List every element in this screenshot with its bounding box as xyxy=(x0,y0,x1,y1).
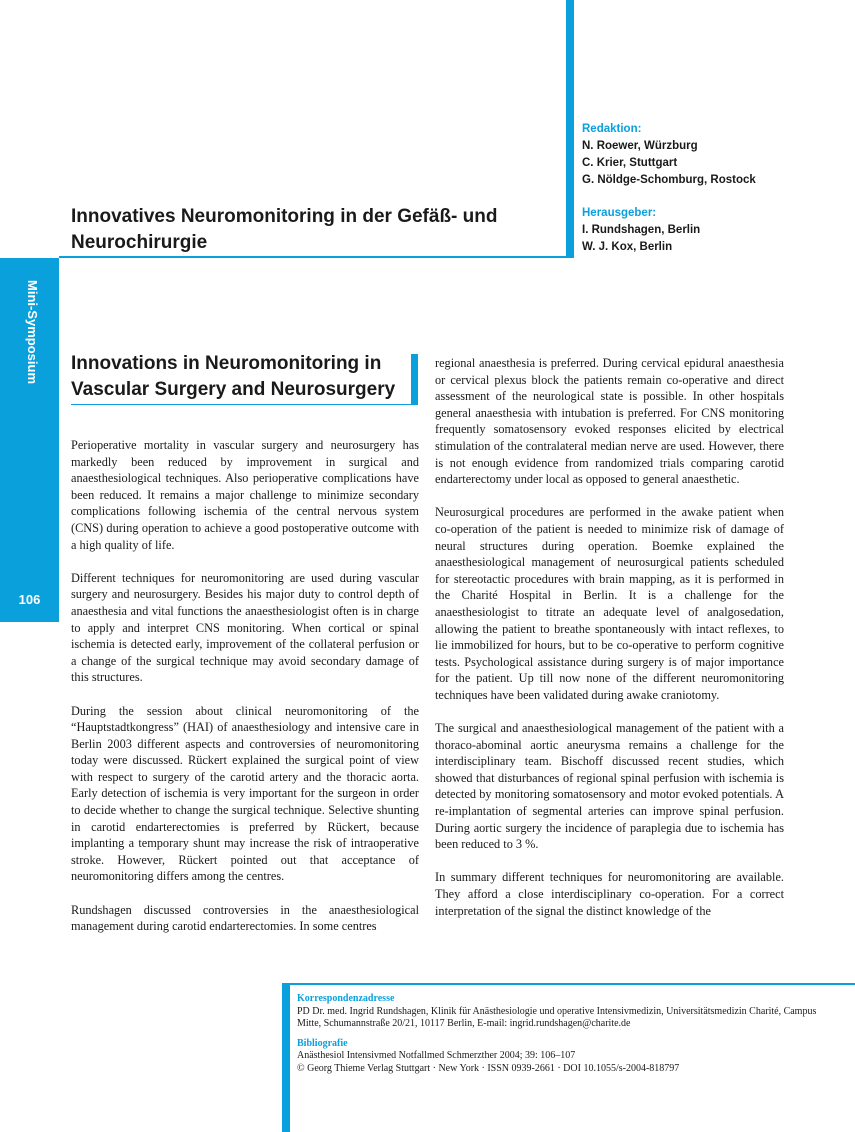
paragraph: During the session about clinical neuromonitoring of the “Hauptstadtkongress” (HAI) of anaesthesiology and intensive care in Berlin 2003 different aspects and controversies of neuromonitoring today were discussed. Rückert explained the surgical point of view with respect to surgery of the carotid artery and the thoracic aorta. Early detection of ischemia is very important for the surgeon in order to decide whether to change the surgical technique. Selective shunting in carotid endarterectomies is preferred by Rückert, because implanting a temporary shunt may increase the risk of intraoperative stroke. However, Rückert pointed out that acceptance of neuromonitoring differs among the centres. xyxy=(71,703,419,884)
bibliography-label: Bibliografie xyxy=(297,1037,348,1049)
editorial-label: Redaktion: xyxy=(582,123,642,135)
bibliography-line: © Georg Thieme Verlag Stuttgart · New York · ISSN 0939-2661 · DOI 10.1055/s-2004-818797 xyxy=(297,1062,680,1074)
editor-name: G. Nöldge-Schomburg, Rostock xyxy=(582,174,756,186)
header-accent-bar xyxy=(566,0,574,258)
editor-name: C. Krier, Stuttgart xyxy=(582,157,678,169)
footer-rule xyxy=(282,983,855,985)
editorial-box xyxy=(582,121,842,256)
correspondence-box xyxy=(297,993,837,1076)
page-number: 106 xyxy=(18,592,41,607)
paragraph: In summary different techniques for neuromonitoring are available. They afford a close interdisciplinary co-operation. For a correct interpretation of the signal the distinct knowledge of the xyxy=(435,870,784,918)
footer-accent-bar xyxy=(282,984,290,1132)
right-column xyxy=(435,355,784,936)
correspondence-text: PD Dr. med. Ingrid Rundshagen, Klinik für Anästhesiologie und operative Intensivmedizin, Universitätsmedizin Charité, Campus Mitte, Schumannstraße 20/21, 10117 Berlin, E-mail: ingrid.rundshagen@charite.de xyxy=(297,1005,817,1030)
title-accent-bar xyxy=(411,354,418,404)
paragraph: Perioperative mortality in vascular surgery and neurosurgery has markedly been reduced by improvement in surgical and anaesthesiological techniques. Also perioperative complications have been reduced. It remains a major challenge to minimize secondary complications following ischemia of the central nervous system (CNS) during operation to achieve a good postoperative outcome with a high quality of life. xyxy=(71,438,419,552)
paragraph: Different techniques for neuromonitoring are used during vascular surgery and neurosurgery. Besides his major duty to control depth of anaesthesia and vital functions the anaesthesiologist often is in charge to apply and interpret CNS monitoring. When cortical or spinal ischemia is detected early, improvement of the collateral perfusion or a change of the surgical technique may avoid secondary damage of this structures. xyxy=(71,570,419,685)
paragraph: The surgical and anaesthesiological management of the patient with a thoraco-abominal aortic aneurysma remains a challenge for the interdisciplinary team. Bischoff discussed recent studies, which showed that disturbances of regional spinal perfusion with ischemia is detected by monitoring somatosensory and motor evoked potentials. A re-implantation of segmental arteries can improve spinal perfusion. During aortic surgery the incidence of paraplegia due to ischemia has been reduced to 3 %. xyxy=(435,721,784,852)
correspondence-label: Korrespondenzadresse xyxy=(297,993,395,1004)
editor-name: N. Roewer, Würzburg xyxy=(582,140,698,152)
paragraph: Neurosurgical procedures are performed in the awake patient when co-operation of the patient is needed to minimize risk of damage of neural structures during operation. Boemke explained the anaesthesiological management of neurosurgical patients scheduled for stereotactic procedures with brain mapping, as it is performed in the Charité Hospital in Berlin. It is a challenge for the anaesthesiologist to titrate an adequate level of analgosedation, allowing the patient to breathe spontaneously with intact reflexes, to lie immobilized for hours, but to be co-operative to perform cognitive tests. Psychological assistance during surgery is of major importance for the patient. Up till now none of the different neuromonitoring techniques have been validated during awake craniotomy. xyxy=(435,505,784,702)
paragraph: Rundshagen discussed controversies in the anaesthesiological management during carotid endarterectomies. In some centres xyxy=(71,902,419,934)
title-rule xyxy=(59,256,574,258)
section-label: Mini-Symposium xyxy=(25,280,40,385)
german-title: Innovatives Neuromonitoring in der Gefäß- und Neurochirurgie xyxy=(71,206,498,253)
title-underline xyxy=(71,404,418,405)
publisher-label: Herausgeber: xyxy=(582,207,657,219)
left-column xyxy=(71,437,419,951)
paragraph: regional anaesthesia is preferred. During cervical epidural anaesthesia or cervical plexus block the patients remain co-operative and direct assessment of the neurological state is possible. In other hospitals general anaesthesia with intubation is preferred. For CNS monitoring frequently somatosensory evoked responses elicited by electrical stimulation of the contralateral median nerve are used. However, there is not enough evidence from randomized trials comparing carotid endarterectomy under local as opposed to general anaesthetic. xyxy=(435,356,784,487)
article-title: Innovations in Neuromonitoring in Vascular Surgery and Neurosurgery xyxy=(71,353,396,400)
bibliography-line: Anästhesiol Intensivmed Notfallmed Schmerzther 2004; 39: 106–107 xyxy=(297,1050,576,1062)
publisher-name: I. Rundshagen, Berlin xyxy=(582,224,701,236)
publisher-name: W. J. Kox, Berlin xyxy=(582,241,673,253)
